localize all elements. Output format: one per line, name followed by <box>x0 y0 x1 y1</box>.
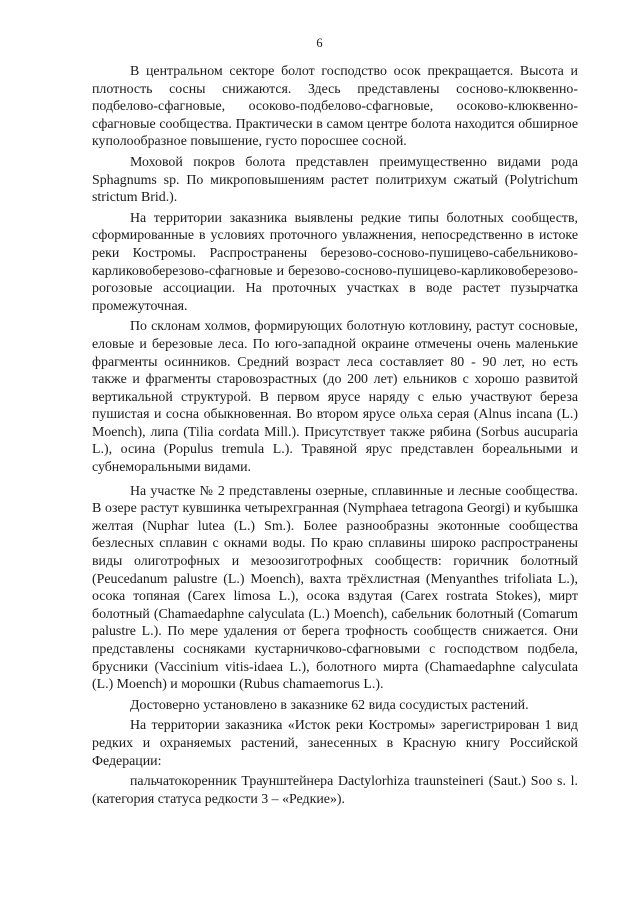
document-body <box>92 63 578 808</box>
paragraph-dactylorhiza: пальчатокоренник Траунштейнера Dactylorhiza traunsteineri (Saut.) Soo s. l. (категория статуса редкости 3 – «Редкие»). <box>92 774 578 807</box>
paragraph-site-2: На участке № 2 представлены озерные, сплавинные и лесные сообщества. В озере растут кувшинка четырехгранная (Nymphaea tetragona Georgi) и кубышка желтая (Nuphar lutea (L.) Sm.). Более разнообразны экотонные сообщества безлесных сплавин с окнами воды. По краю сплавины широко распространены виды олиготрофных и мезоозиготрофных сообществ: горичник болотный (Peucedanum palustre (L.) Moench), вахта трёхлистная (Menyanthes trifoliata L.), осока топяная (Carex limosa L.), осока вздутая (Carex rostrata Stokes), мирт болотный (Chamaedaphne calyculata (L.) Moench), сабельник болотный (Comarum palustre L.). По мере удаления от берега трофность сообществ снижается. Они представлены сосняками кустарничково-сфагновыми с господством подбела, брусники (Vaccinium vitis-idaea L.), болотного мирта (Chamaedaphne calyculata (L.) Moench) и морошки (Rubus chamaemorus L.). <box>92 483 578 693</box>
paragraph-forests: По склонам холмов, формирующих болотную котловину, растут сосновые, еловые и березовые леса. По юго-западной окраине отмечены очень маленькие фрагменты осинников. Средний возраст леса составляет 80 - 90 лет, но есть также и фрагменты старовозрастных (до 200 лет) ельников с хорошо развитой вертикальной структурой. В первом ярусе наряду с елью участвуют береза пушистая и сосна обыкновенная. Во втором ярусе ольха серая (Alnus incana (L.) Moench), липа (Tilia cordata Mill.). Присутствует также рябина (Sorbus aucuparia L.), осина (Populus tremula L.). Травяной ярус представлен бореальными и субнеморальными видами. <box>92 319 578 476</box>
page-number: 6 <box>316 36 323 50</box>
paragraph-central-sector: В центральном секторе болот господство осок прекращается. Высота и плотность сосны снижаются. Здесь представлены сосново-клюквенно-подбелово-сфагновые, осоково-подбелово-сфагновые, осоково-клюквенно-сфагновые сообщества. Практически в самом центре болота находится обширное куполообразное повышение, густо поросшее сосной. <box>92 64 578 150</box>
paragraph-rare-communities: На территории заказника выявлены редкие типы болотных сообществ, сформированные в условиях проточного увлажнения, непосредственно в истоке реки Костромы. Распространены березово-сосново-пушицево-сабельниково-карликовоберезово-сфагновые и березово-сосново-пушицево-карликовоберезово-рогозовые ассоциации. На проточных участках в воде растет пузырчатка промежуточная. <box>92 210 578 314</box>
paragraph-red-book: На территории заказника «Исток реки Костромы» зарегистрирован 1 вид редких и охраняемых растений, занесенных в Красную книгу Российской Федерации: <box>92 718 578 769</box>
paragraph-species-count: Достоверно установлено в заказнике 62 вида сосудистых растений. <box>130 697 529 713</box>
paragraph-moss-cover: Моховой покров болота представлен преимущественно видами рода Sphagnums sp. По микроповышениям растет политрихум сжатый (Polytrichum strictum Brid.). <box>92 154 578 206</box>
